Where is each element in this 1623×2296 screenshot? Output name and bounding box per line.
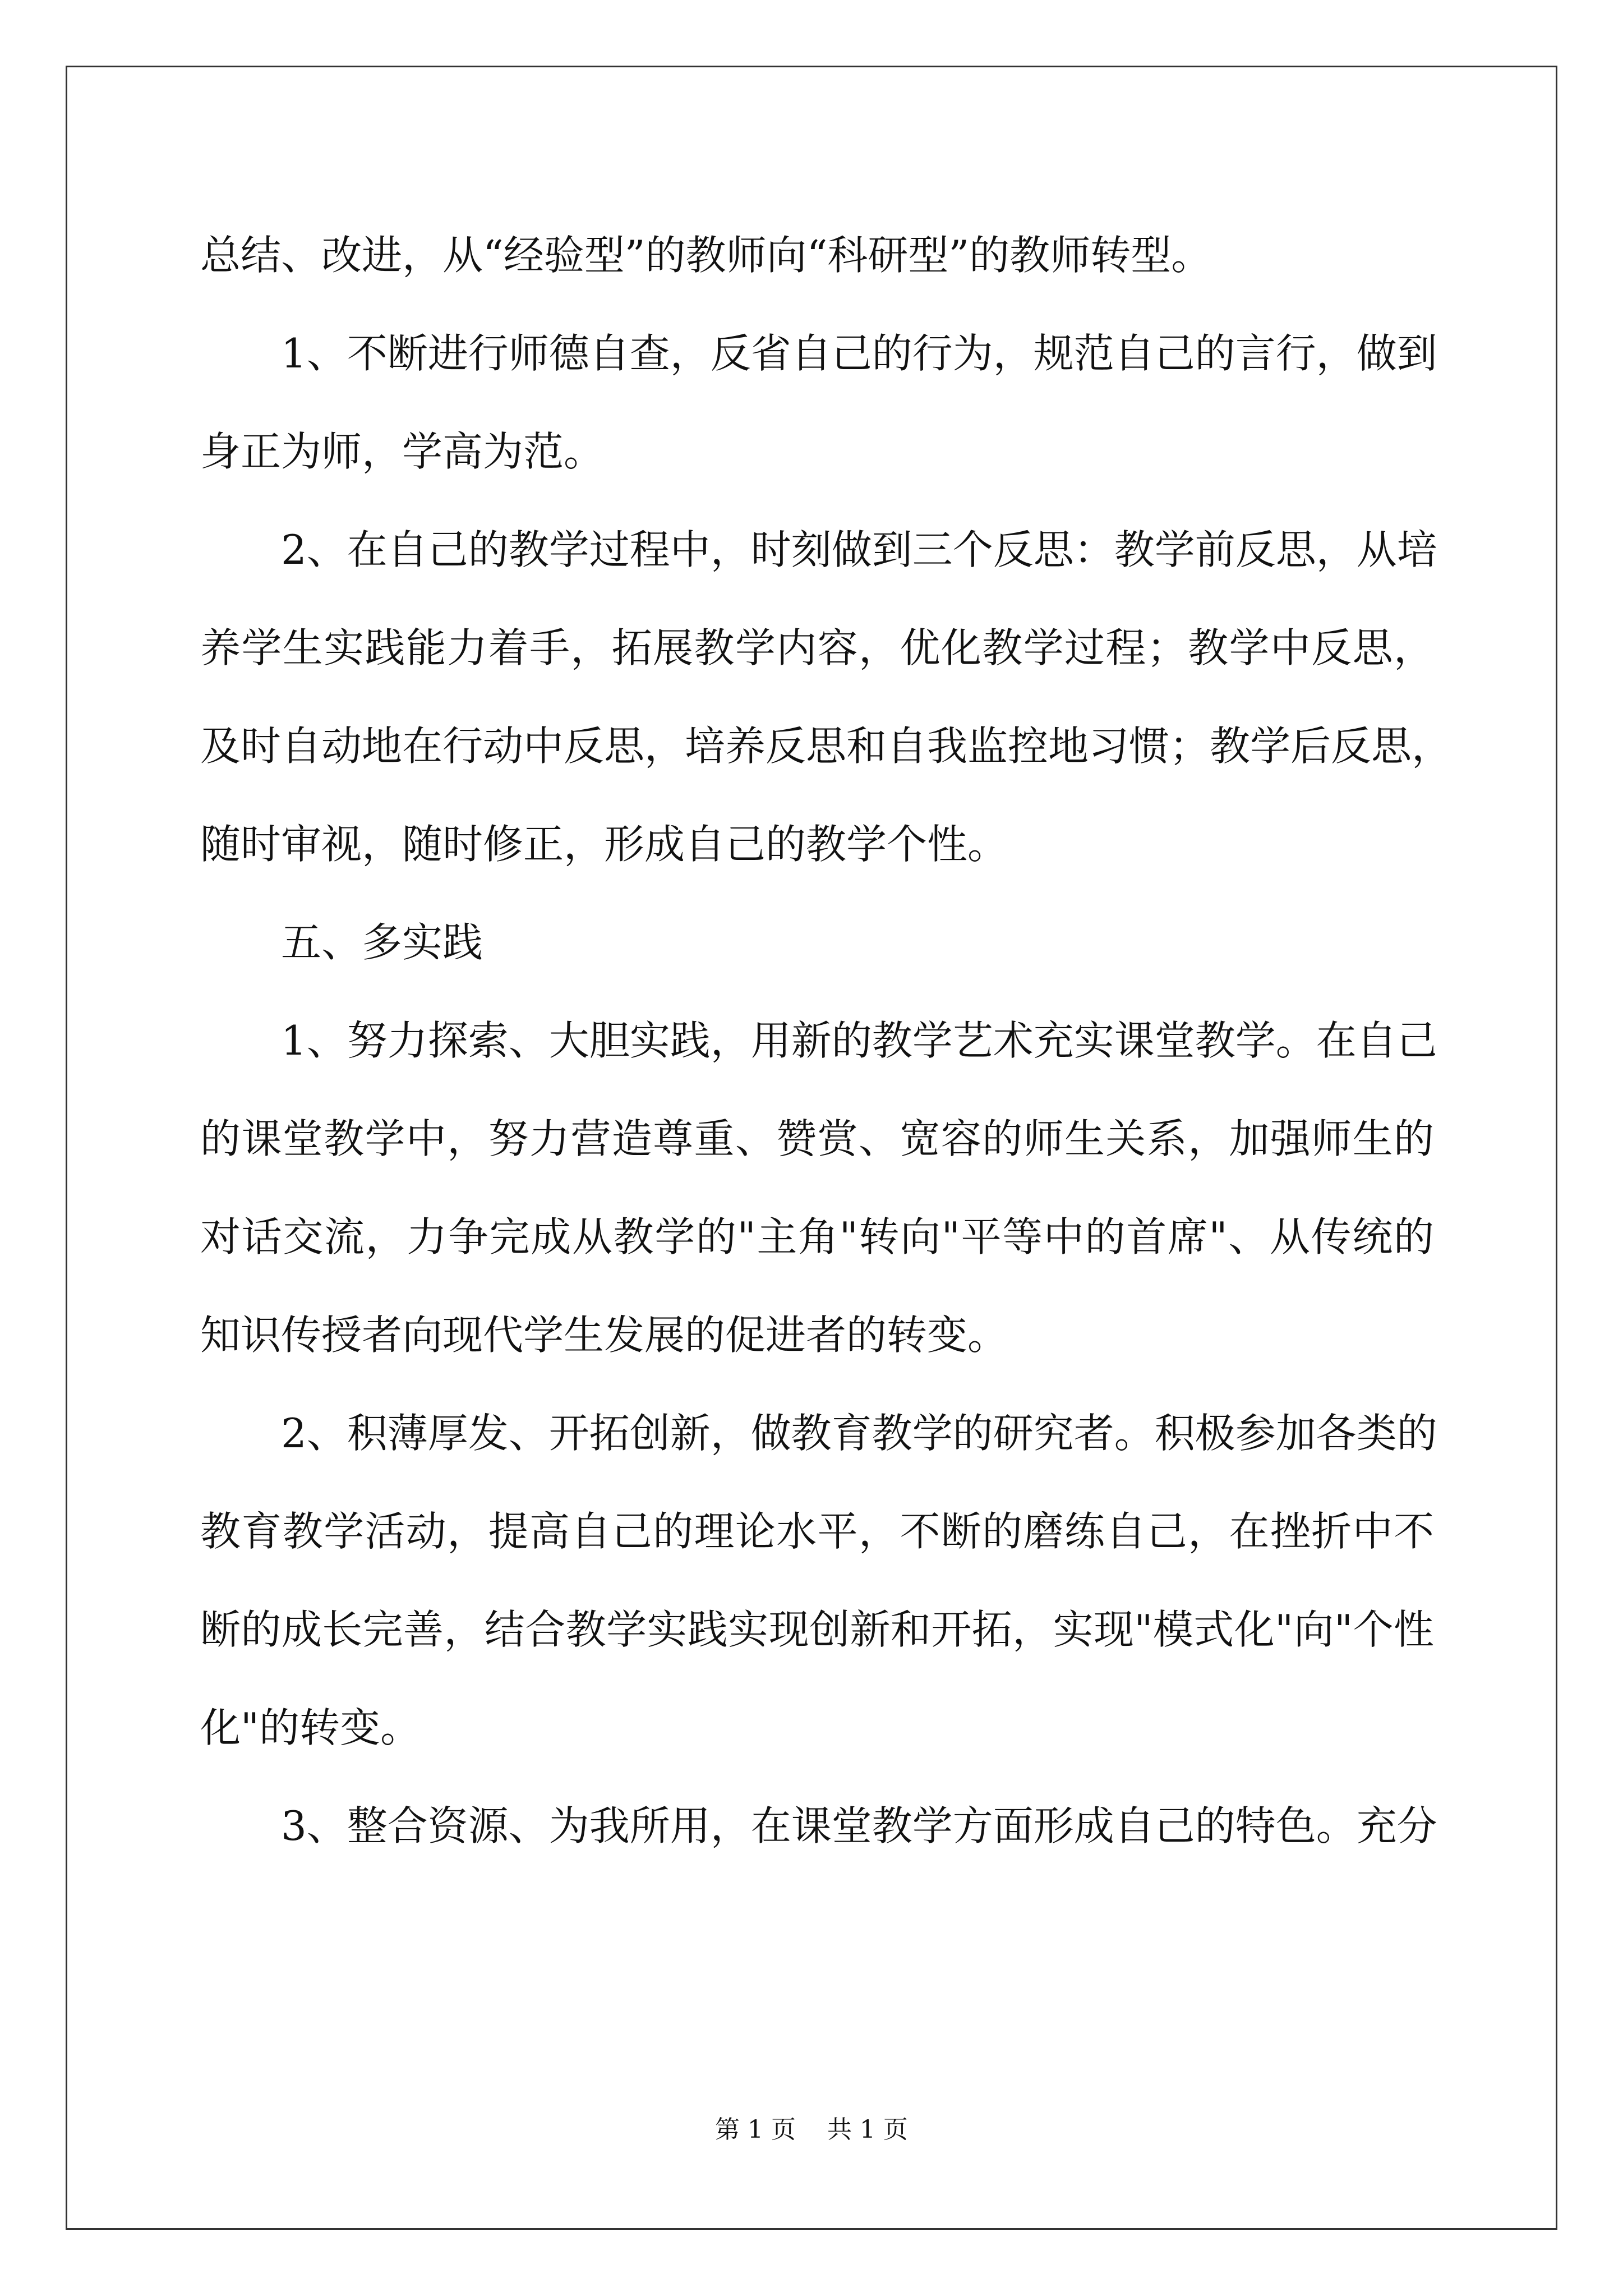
text-line: 断的成长完善，结合教学实践实现创新和开拓，实现"模式化"向"个性 (200, 1606, 1434, 1653)
text-line: 总结、改进，从“经验型”的教师向“科研型”的教师转型。 (200, 232, 1212, 279)
text-line: 教育教学活动，提高自己的理论水平，不断的磨练自己，在挫折中不 (200, 1508, 1434, 1555)
section-heading: 五、多实践 (281, 919, 483, 966)
document-body (200, 206, 1453, 1875)
text-line: 的课堂教学中，努力营造尊重、赞赏、宽容的师生关系，加强师生的 (200, 1115, 1434, 1162)
page-number-footer: 第 1 页 共 1 页 (715, 2115, 908, 2144)
text-line: 养学生实践能力着手，拓展教学内容，优化教学过程；教学中反思， (200, 624, 1434, 671)
text-line: 及时自动地在行动中反思，培养反思和自我监控地习惯；教学后反思， (200, 723, 1453, 770)
text-line: 对话交流，力争完成从教学的"主角"转向"平等中的首席"、从传统的 (200, 1213, 1434, 1260)
text-line: 身正为师，学高为范。 (200, 428, 605, 475)
text-line: 随时审视，随时修正，形成自己的教学个性。 (200, 821, 1008, 868)
text-line: 化"的转变。 (200, 1704, 421, 1751)
text-line: 3、整合资源、为我所用，在课堂教学方面形成自己的特色。充分 (281, 1802, 1437, 1849)
text-line: 知识传授者向现代学生发展的促进者的转变。 (200, 1312, 1008, 1359)
text-line: 2、在自己的教学过程中，时刻做到三个反思：教学前反思，从培 (281, 526, 1437, 573)
text-line: 1、不断进行师德自查，反省自己的行为，规范自己的言行，做到 (281, 330, 1437, 377)
text-line: 1、努力探索、大胆实践，用新的教学艺术充实课堂教学。在自己 (281, 1017, 1437, 1064)
text-line: 2、积薄厚发、开拓创新，做教育教学的研究者。积极参加各类的 (281, 1410, 1437, 1457)
